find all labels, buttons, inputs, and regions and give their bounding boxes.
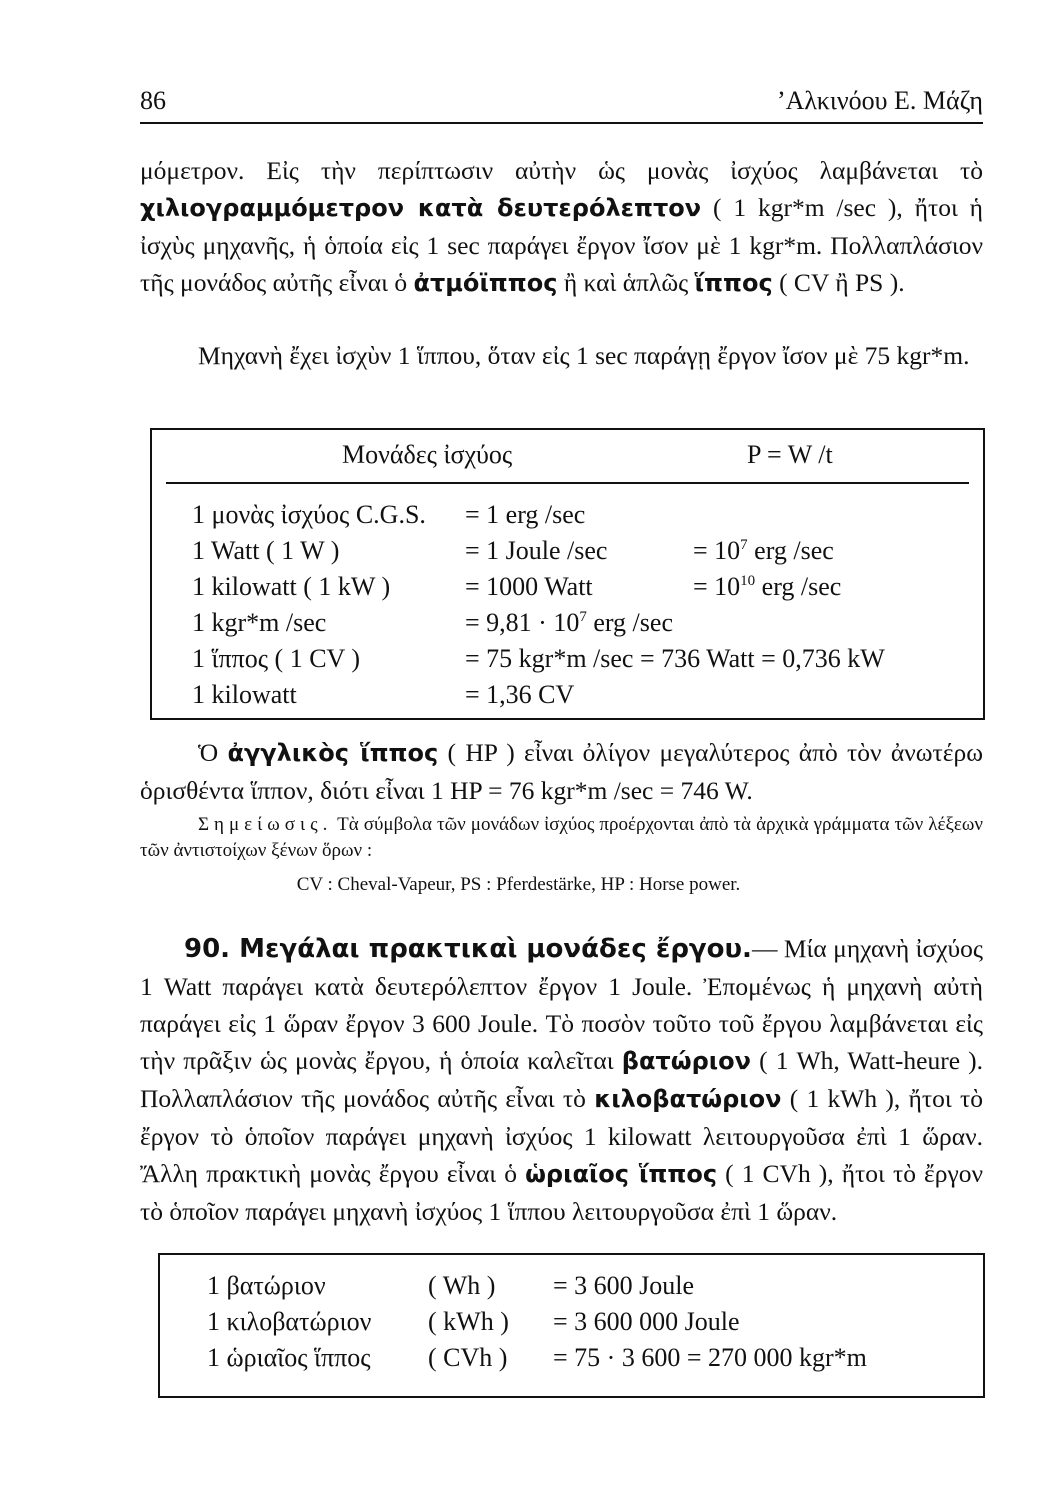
header-rule	[140, 122, 983, 124]
term-steam-horse: ἀτμόϊππος	[413, 269, 558, 297]
table-row: 1 kilowatt = 1,36 CV	[192, 680, 575, 709]
note-sources: CV : Cheval-Vapeur, PS : Pferdestärke, HP : Horse power.	[296, 874, 741, 895]
work-units-table	[158, 1253, 985, 1398]
term-english-horse: ἀγγλικὸς ἵππος	[227, 739, 439, 767]
running-header	[140, 86, 983, 120]
table-row: 1 βατώριον ( Wh ) = 3 600 Joule	[207, 1271, 695, 1300]
term-watt-hour: βατώριον	[621, 1047, 751, 1075]
term-kilogram-meter-per-second: χιλιογραμμόμετρον κατὰ δευτερόλεπτον	[140, 194, 702, 222]
table-row: 1 kilowatt ( 1 kW ) = 1000 Watt = $10^{10}$ erg /sec	[192, 572, 842, 601]
term-horse: ἵππος	[694, 269, 773, 297]
paragraph-horsepower-definition: Μηχανὴ ἔχει ἰσχὺν 1 ἵππου, ὅταν εἰς 1 sec παράγῃ ἔργον ἴσον μὲ 75 kgr*m.	[198, 341, 970, 370]
table-header-formula: P = W /t	[747, 440, 833, 469]
term-horsepower-hour: ὡριαῖος ἵππος	[525, 1160, 718, 1188]
table-row: 1 kgr*m /sec = $9,81 \cdot 10^7$ erg /sec	[192, 608, 673, 637]
table-row: 1 κιλοβατώριον ( kWh ) = 3 600 000 Joule	[207, 1307, 740, 1336]
power-units-table	[150, 428, 985, 720]
paragraph-power-unit: μόμετρον. Εἰς τὴν περίπτωσιν αὐτὴν ὡς μονὰς ἰσχύος λαμβάνεται τὸ χιλιογραμμόμετρον κατὰ δευτερόλεπτον ( 1 kgr*m /sec ), ἤτοι ἡ ἰσχὺς μηχανῆς, ἡ ὁποία εἰς 1 sec παράγει ἔργον ἴσον μὲ 1 kgr*m. Πολλαπλάσιον τῆς μονάδος αὐτῆς εἶναι ὁ ἀτμόϊππος ἢ καὶ ἁπλῶς ἵππος ( CV ἢ PS ).	[140, 156, 984, 297]
page-number: 86	[140, 86, 166, 115]
note-label: Σημείωσις.	[198, 814, 333, 835]
table-row: 1 Watt ( 1 W ) = 1 Joule /sec = $10^7$ erg /sec	[192, 536, 834, 565]
section-90: 90. Μεγάλαι πρακτικαὶ μονάδες ἔργου.— Μία μηχανὴ ἰσχύος 1 Watt παράγει κατὰ δευτερόλεπτον ἔργον 1 Joule. Ἐπομένως ἡ μηχανὴ αὐτὴ παράγει εἰς 1 ὥραν ἔργον 3 600 Joule. Τὸ ποσὸν τοῦτο τοῦ ἔργου λαμβάνεται εἰς τὴν πρᾶξιν ὡς μονὰς ἔργου, ἡ ὁποία καλεῖται βατώριον ( 1 Wh, Watt-heure ). Πολλαπλάσιον τῆς μονάδος αὐτῆς εἶναι τὸ κιλοβατώριον ( 1 kWh ), ἤτοι τὸ ἔργον τὸ ὁποῖον παράγει μηχανὴ ἰσχύος 1 kilowatt λειτουργοῦσα ἐπὶ 1 ὥραν. Ἄλλη πρακτικὴ μονὰς ἔργου εἶναι ὁ ὡριαῖος ἵππος ( 1 CVh ), ἤτοι τὸ ἔργον τὸ ὁποῖον παράγει μηχανὴ ἰσχύος 1 ἵππου λειτουργοῦσα ἐπὶ 1 ὥραν.	[140, 934, 983, 1226]
table-header-units: Μονάδες ἰσχύος	[342, 440, 513, 469]
table-row: 1 μονὰς ἰσχύος C.G.S. = 1 erg /sec	[192, 500, 586, 529]
table-row: 1 ὡριαῖος ἵππος ( CVh ) = 75 · 3 600 = 270 000 kgr*m	[207, 1343, 867, 1372]
author-name: ’Αλκινόου Ε. Μάζη	[776, 86, 983, 115]
table-row: 1 ἵππος ( 1 CV ) = 75 kgr*m /sec = 736 Watt = 0,736 kW	[192, 644, 885, 673]
note-paragraph: Σημείωσις. Τὰ σύμβολα τῶν μονάδων ἰσχύος προέρχονται ἀπὸ τὰ ἀρχικὰ γράμματα τῶν λέξεων τῶν ἀντιστοίχων ξένων ὅρων :	[140, 814, 983, 861]
table-divider	[166, 482, 969, 484]
term-kilowatt-hour: κιλοβατώριον	[594, 1085, 782, 1113]
paragraph-english-horse: Ὁ ἀγγλικὸς ἵππος ( HP ) εἶναι ὀλίγον μεγαλύτερος ἀπὸ τὸν ἀνωτέρω ὁρισθέντα ἵππον, διότι εἶναι 1 HP = 76 kgr*m /sec = 746 W.	[140, 738, 984, 805]
section-title: 90. Μεγάλαι πρακτικαὶ μονάδες ἔργου.	[184, 934, 752, 964]
